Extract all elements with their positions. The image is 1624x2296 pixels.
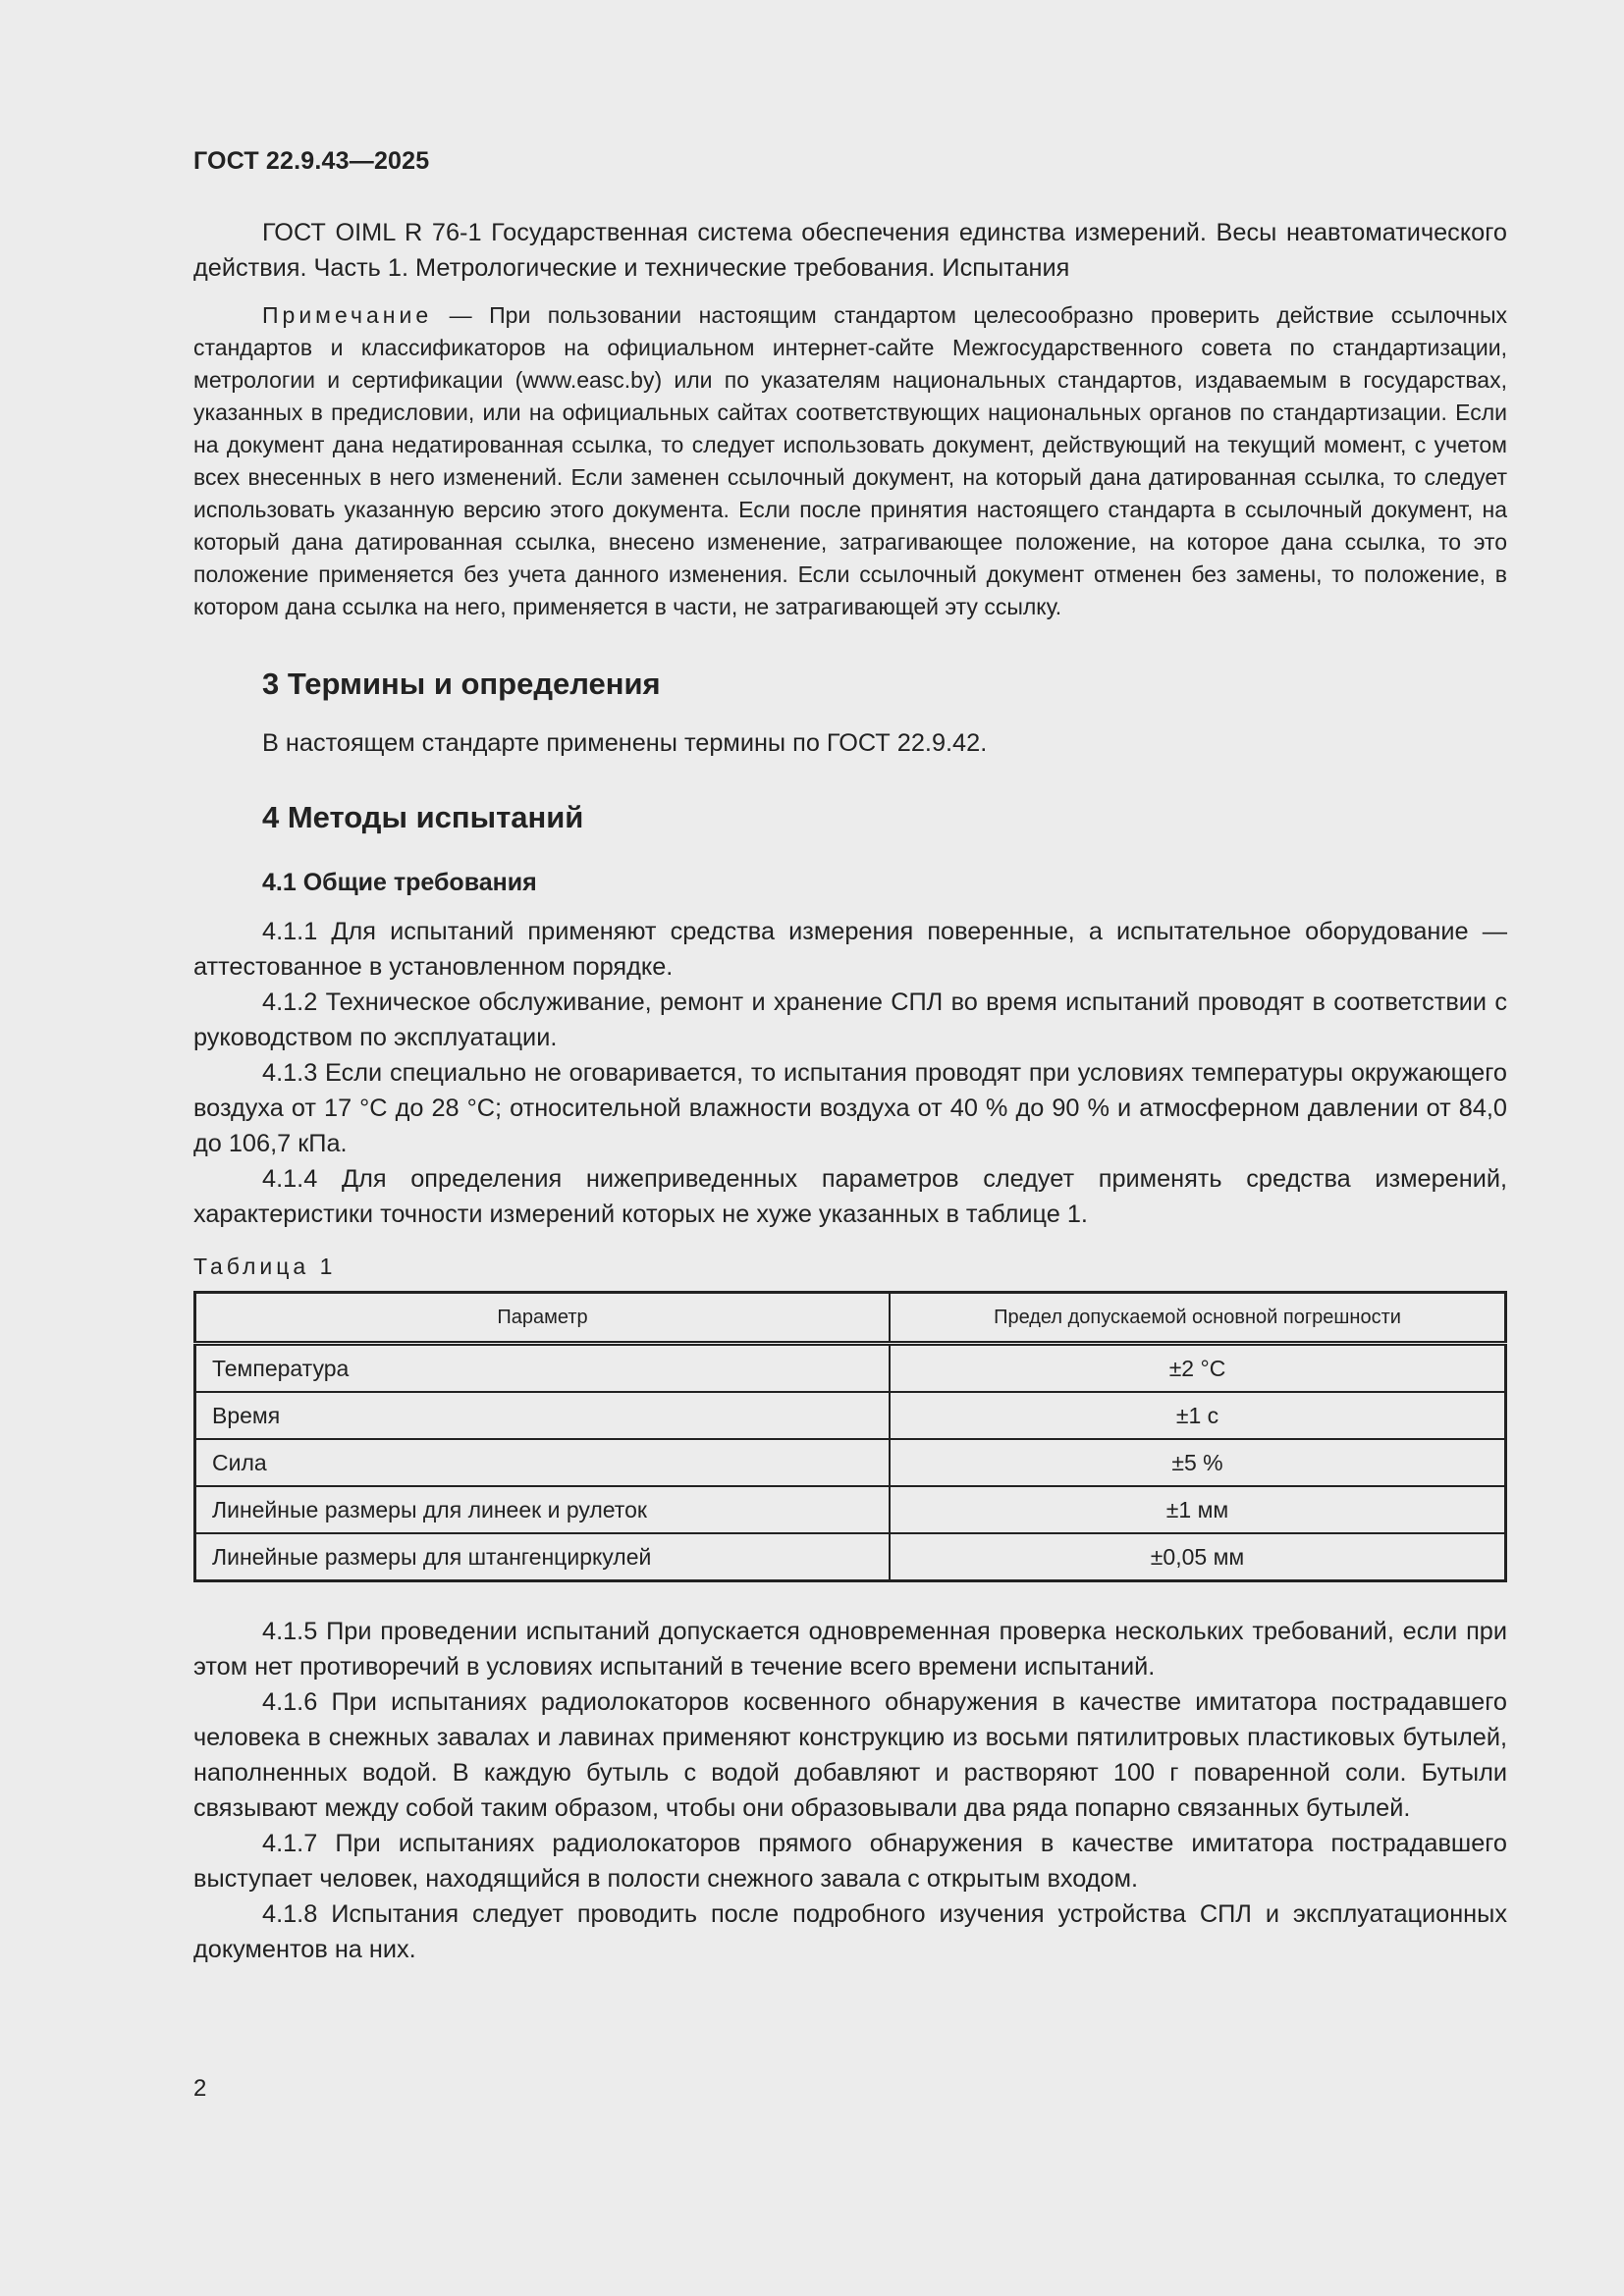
- table-header-row: [195, 1293, 1506, 1344]
- table-label: Таблица 1: [193, 1254, 337, 1279]
- table-cell-parameter: Температура: [195, 1344, 891, 1393]
- section-4-title: 4 Методы испытаний: [262, 800, 584, 834]
- reference-item: ГОСТ OIML R 76-1 Государственная система обеспечения единства измерений. Весы неавтоматического действия. Часть 1. Метрологические и технические требования. Испытания: [193, 219, 1507, 282]
- table-row: [195, 1392, 1506, 1439]
- note-text: — При пользовании настоящим стандартом целесообразно проверить действие ссылочных стандартов и классификаторов на официальном интернет-сайте Межгосударственного совета по стандартизации, метрологии и сертификации (www.easc.by) или по указателям национальных стандартов, издаваемым в государствах, указанных в предисловии, или на официальных сайтах соответствующих национальных органов по стандартизации. Если на документ дана недатированная ссылка, то следует использовать документ, действующий на текущий момент, с учетом всех внесенных в него изменений. Если заменен ссылочный документ, на который дана датированная ссылка, то следует использовать указанную версию этого документа. Если после принятия настоящего стандарта в ссылочный документ, на который дана датированная ссылка, внесено изменение, затрагивающее положение, на которое дана ссылка, то это положение применяется без учета данного изменения. Если ссылочный документ отменен без замены, то положение, в котором дана ссылка на него, применяется в части, не затрагивающей эту ссылку.: [193, 302, 1507, 619]
- table-row: [195, 1486, 1506, 1533]
- table-cell-value: ±2 °С: [890, 1344, 1506, 1393]
- document-code-header: ГОСТ 22.9.43—2025: [193, 147, 430, 175]
- table-cell-value: ±0,05 мм: [890, 1533, 1506, 1581]
- paragraph-4-1-4: 4.1.4 Для определения нижеприведенных параметров следует применять средства измерений, характеристики точности измерений которых не хуже указанных в таблице 1.: [193, 1165, 1507, 1228]
- paragraph-4-1-3: 4.1.3 Если специально не оговаривается, то испытания проводят при условиях температуры окружающего воздуха от 17 °С до 28 °С; относительной влажности воздуха от 40 % до 90 % и атмосферном давлении от 84,0 до 106,7 кПа.: [193, 1059, 1507, 1157]
- table-row: [195, 1344, 1506, 1393]
- note-label: Примечание: [262, 302, 433, 328]
- accuracy-table: [193, 1291, 1507, 1582]
- document-page: [193, 147, 1507, 1967]
- table-cell-value: ±1 мм: [890, 1486, 1506, 1533]
- paragraph-4-1-5: 4.1.5 При проведении испытаний допускается одновременная проверка нескольких требований, если при этом нет противоречий в условиях испытаний в течение всего времени испытаний.: [193, 1618, 1507, 1681]
- table-cell-value: ±5 %: [890, 1439, 1506, 1486]
- table-row: [195, 1533, 1506, 1581]
- subsection-4-1-title: 4.1 Общие требования: [262, 869, 537, 896]
- section-3-text: В настоящем стандарте применены термины по ГОСТ 22.9.42.: [262, 729, 988, 757]
- paragraph-4-1-7: 4.1.7 При испытаниях радиолокаторов прямого обнаружения в качестве имитатора пострадавшего выступает человек, находящийся в полости снежного завала с открытым входом.: [193, 1830, 1507, 1893]
- table-cell-parameter: Сила: [195, 1439, 891, 1486]
- paragraph-4-1-2: 4.1.2 Техническое обслуживание, ремонт и хранение СПЛ во время испытаний проводят в соответствии с руководством по эксплуатации.: [193, 988, 1507, 1051]
- paragraph-4-1-1: 4.1.1 Для испытаний применяют средства измерения поверенные, а испытательное оборудование — аттестованное в установленном порядке.: [193, 918, 1507, 981]
- table-cell-parameter: Линейные размеры для линеек и рулеток: [195, 1486, 891, 1533]
- table-cell-parameter: Линейные размеры для штангенциркулей: [195, 1533, 891, 1581]
- table-cell-value: ±1 с: [890, 1392, 1506, 1439]
- table-cell-parameter: Время: [195, 1392, 891, 1439]
- reference-note: [193, 299, 1507, 623]
- table-row: [195, 1439, 1506, 1486]
- table-header-error-limit: Предел допускаемой основной погрешности: [890, 1293, 1506, 1344]
- table-header-parameter: Параметр: [195, 1293, 891, 1344]
- page-number: 2: [193, 2075, 207, 2102]
- section-3-title: 3 Термины и определения: [262, 667, 661, 701]
- paragraph-4-1-6: 4.1.6 При испытаниях радиолокаторов косвенного обнаружения в качестве имитатора пострадавшего человека в снежных завалах и лавинах применяют конструкцию из восьми пятилитровых пластиковых бутылей, наполненных водой. В каждую бутыль с водой добавляют и растворяют 100 г поваренной соли. Бутыли связывают между собой таким образом, чтобы они образовывали два ряда попарно связанных бутылей.: [193, 1688, 1507, 1822]
- paragraph-4-1-8: 4.1.8 Испытания следует проводить после подробного изучения устройства СПЛ и эксплуатационных документов на них.: [193, 1900, 1507, 1963]
